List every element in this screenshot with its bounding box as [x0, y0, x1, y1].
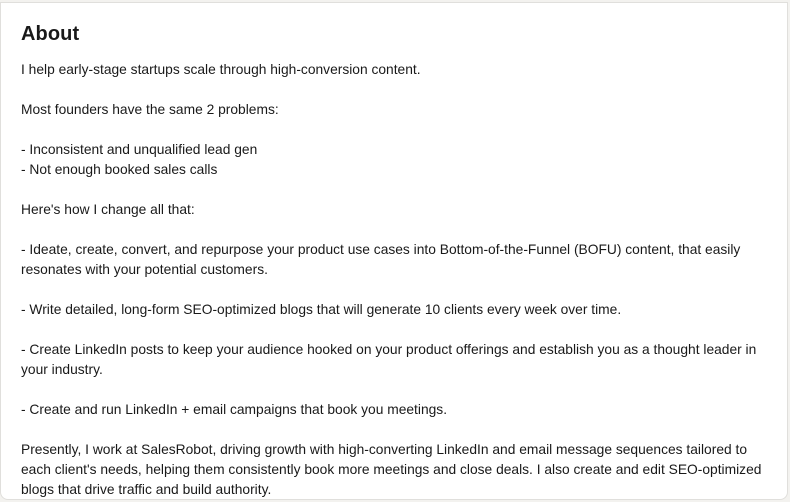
paragraph-gap [21, 180, 773, 200]
paragraph-gap [21, 80, 773, 100]
paragraph-gap [21, 220, 773, 240]
paragraph-gap [21, 420, 773, 440]
paragraph-gap [21, 120, 773, 140]
about-list-item: - Create LinkedIn posts to keep your audience hooked on your product offerings and establish you as a thought leader in your industry. [21, 342, 761, 377]
paragraph-gap [21, 380, 773, 400]
paragraph-gap [21, 320, 773, 340]
about-list-item: - Create and run LinkedIn + email campaigns that book you meetings. [21, 402, 448, 417]
about-list-item: - Ideate, create, convert, and repurpose your product use cases into Bottom-of-the-Funnel (BOFU) content, that easily resonates with your potential customers. [21, 242, 745, 277]
about-title: About [21, 23, 80, 45]
about-text [21, 60, 773, 500]
about-paragraph-current-role: Presently, I work at SalesRobot, driving growth with high-converting LinkedIn and email message sequences tailored to each client's needs, helping them consistently book more meetings and close deals. I also create and edit SEO-optimized blogs that drive traffic and build authority. [21, 442, 766, 497]
about-card [0, 2, 788, 500]
about-paragraph-intro: I help early-stage startups scale through high-conversion content. [21, 62, 421, 77]
about-list-item: - Write detailed, long-form SEO-optimized blogs that will generate 10 clients every week over time. [21, 302, 622, 317]
about-paragraph-change-intro: Here's how I change all that: [21, 202, 195, 217]
about-paragraph-problems-intro: Most founders have the same 2 problems: [21, 102, 279, 117]
about-list-item: - Inconsistent and unqualified lead gen [21, 142, 258, 157]
paragraph-gap [21, 280, 773, 300]
about-list-item: - Not enough booked sales calls [21, 162, 218, 177]
